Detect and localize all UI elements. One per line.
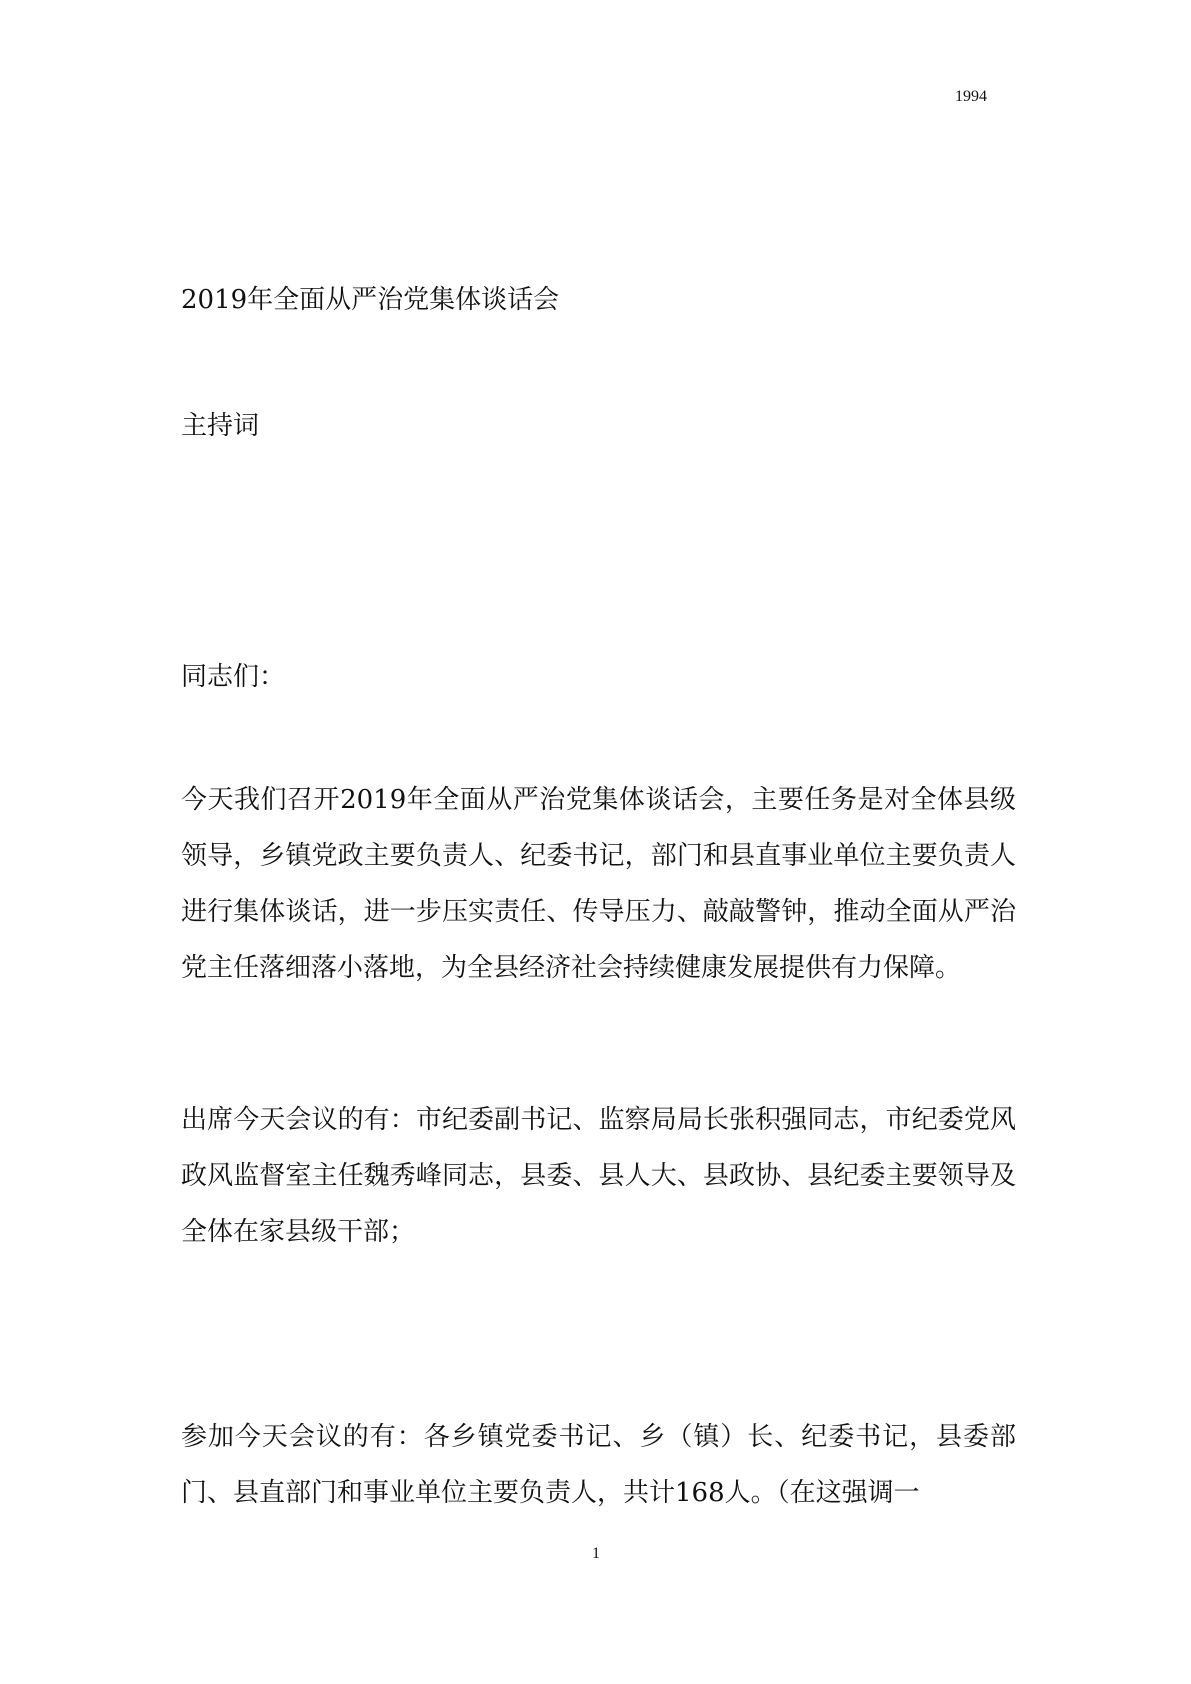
page-number: 1 <box>592 1545 600 1562</box>
header-number: 1994 <box>955 88 987 105</box>
paragraph-attendees: 出席今天会议的有：市纪委副书记、监察局局长张积强同志，市纪委党风政风监督室主任魏秀峰同志，县委、县人大、县政协、县纪委主要领导及全体在家县级干部； <box>181 1105 1016 1247</box>
paragraph-participants: 参加今天会议的有：各乡镇党委书记、乡（镇）长、纪委书记，县委部门、县直部门和事业单位主要负责人，共计168人。（在这强调一 <box>181 1422 1016 1508</box>
paragraph-opening: 今天我们召开2019年全面从严治党集体谈话会，主要任务是对全体县级领导，乡镇党政主要负责人、纪委书记，部门和县直事业单位主要负责人进行集体谈话，进一步压实责任、传导压力、敲敲警钟，推动全面从严治党主任落细落小落地，为全县经济社会持续健康发展提供有力保障。 <box>181 785 1016 983</box>
document-title: 2019年全面从严治党集体谈话会 <box>181 285 560 315</box>
document-subtitle: 主持词 <box>181 411 260 441</box>
salutation: 同志们： <box>181 662 286 692</box>
